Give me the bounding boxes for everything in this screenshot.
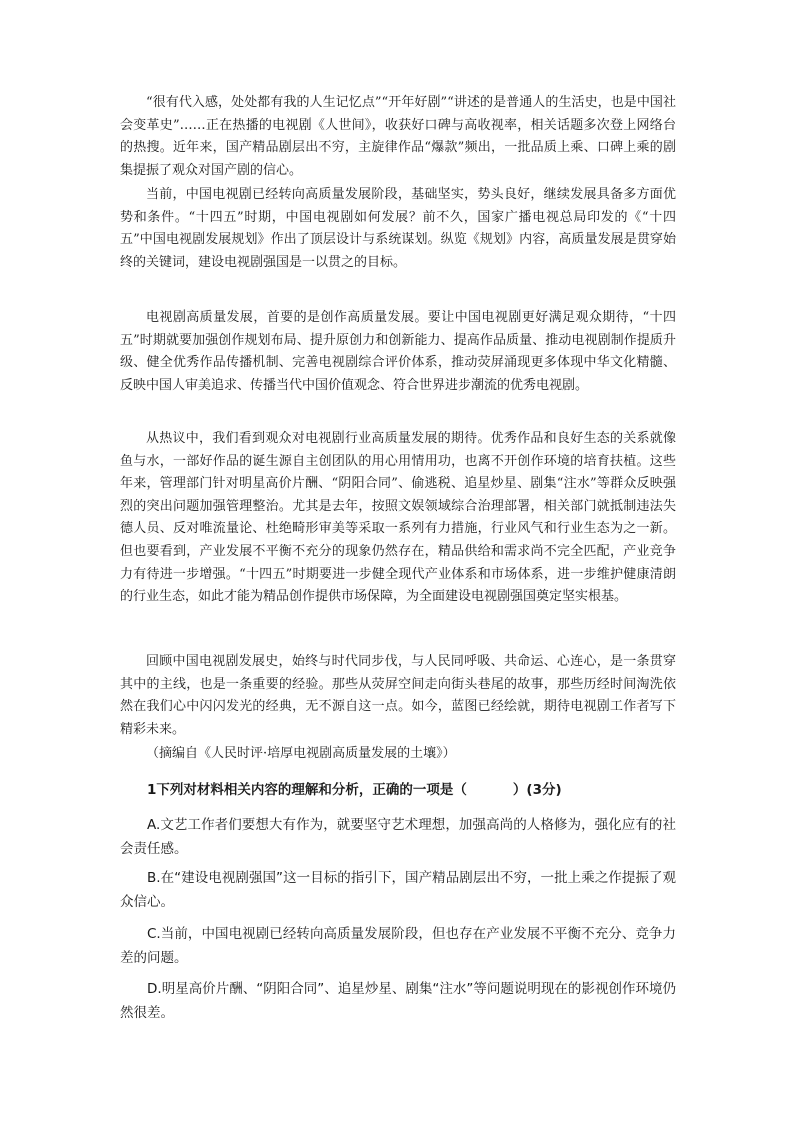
article-paragraph-2: 当前，中国电视剧已经转向高质量发展阶段，基础坚实，势头良好，继续发展具备多方面优势和条件。“十四五”时期，中国电视剧如何发展？前不久，国家广播电视总局印发的《“十四五”中国电视剧发展规划》作出了顶层设计与系统谋划。纵览《规划》内容，高质量发展是贯穿始终的关键词，建设电视剧强国是一以贯之的目标。: [120, 187, 676, 270]
article-paragraph-4: 从热议中，我们看到观众对电视剧行业高质量发展的期待。优秀作品和良好生态的关系就像鱼与水，一部好作品的诞生源自主创团队的用心用情用功，也离不开创作环境的培育扶植。这些年来，管理部门针对明星高价片酬、“阴阳合同”、偷逃税、追星炒星、剧集“注水”等群众反映强烈的突出问题加强管理整治。尤其是去年，按照文娱领域综合治理部署，相关部门就抵制违法失德人员、反对唯流量论、杜绝畸形审美等采取一系列有力措施，行业风气和行业生态为之一新。但也要看到，产业发展不平衡不充分的现象仍然存在，精品供给和需求尚不完全匹配，产业竞争力有待进一步增强。“十四五”时期要进一步健全现代产业体系和市场体系，进一步维护健康清朗的行业生态，如此才能为精品创作提供市场保障，为全面建设电视剧强国奠定坚实根基。: [120, 431, 676, 605]
option-d: D.明星高价片酬、“阴阳合同”、追星炒星、剧集“注水”等问题说明现在的影视创作环境仍然很差。: [120, 981, 676, 1021]
article-source: （摘编自《人民时评·培厚电视剧高质量发展的土壤》）: [146, 746, 456, 761]
option-a: A.文艺工作者们要想大有作为，就要坚守艺术理想，加强高尚的人格修为，强化应有的社会责任感。: [120, 817, 676, 857]
option-c: C.当前，中国电视剧已经转向高质量发展阶段，但也存在产业发展不平衡不充分、竞争力差的问题。: [120, 926, 676, 966]
article-paragraph-5: 回顾中国电视剧发展史，始终与时代同步伐，与人民同呼吸、共命运、心连心，是一条贯穿其中的主线，也是一条重要的经验。那些从荧屏空间走向街头巷尾的故事，那些历经时间淘洗依然在我们心中闪闪发光的经典，无不源自这一点。如今，蓝图已经绘就，期待电视剧工作者写下精彩未来。: [120, 654, 676, 737]
option-b: B.在“建设电视剧强国”这一目标的指引下，国产精品剧层出不穷，一批上乘之作提振了观众信心。: [120, 870, 676, 910]
question-stem-text: 1下列对材料相关内容的理解和分析，正确的一项是（: [147, 782, 467, 798]
article-paragraph-1: “很有代入感，处处都有我的人生记忆点”“开年好剧”“讲述的是普通人的生活史，也是中国社会变革史”……正在热播的电视剧《人世间》，收获好口碑与高收视率，相关话题多次登上网络台的热搜。近年来，国产精品剧层出不穷，主旋律作品“爆款”频出，一批品质上乘、口碑上乘的剧集提振了观众对国产剧的信心。: [120, 95, 676, 178]
question-score: ）(3分): [512, 782, 562, 798]
article-paragraph-3: 电视剧高质量发展，首要的是创作高质量发展。要让中国电视剧更好满足观众期待，“十四五”时期就要加强创作规划布局、提升原创力和创新能力、提高作品质量、推动电视剧制作提质升级、健全优秀作品传播机制、完善电视剧综合评价体系，推动荧屏涌现更多体现中华文化精髓、反映中国人审美追求、传播当代中国价值观念、符合世界进步潮流的优秀电视剧。: [120, 310, 676, 393]
question-stem: [120, 779, 676, 801]
